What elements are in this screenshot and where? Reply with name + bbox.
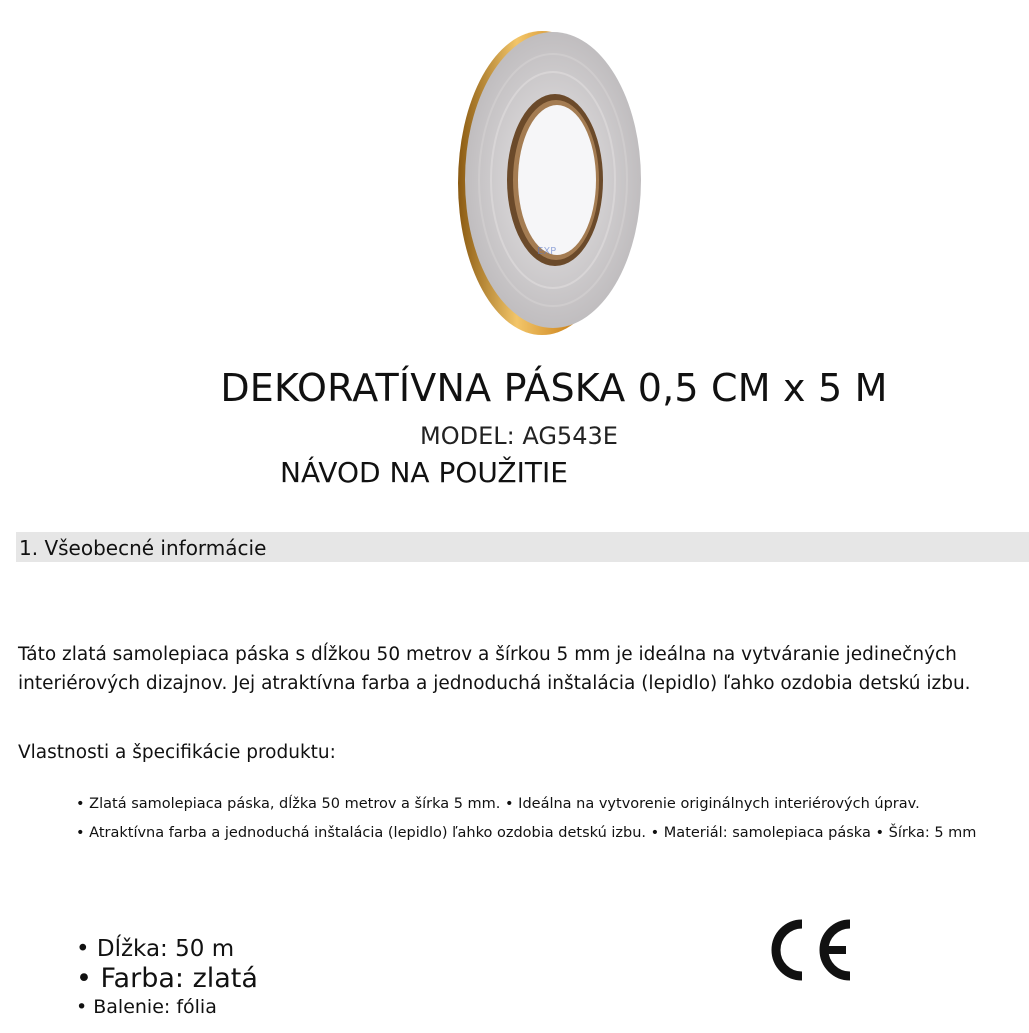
model-number: MODEL: AG543E	[420, 422, 618, 450]
properties-heading: Vlastnosti a špecifikácie produktu:	[18, 742, 336, 763]
intro-paragraph: Táto zlatá samolepiaca páska s dĺžkou 50 metrov a šírkou 5 mm je ideálna na vytváranie jedinečných interiérových dizajnov. Jej atraktívna farba a jednoduchá inštalácia (lepidlo) ľahko ozdobia detskú izbu.	[18, 644, 971, 694]
spec-color: • Farba: zlatá	[76, 963, 258, 994]
list-item: • Atraktívna farba a jednoduchá inštalácia (lepidlo) ľahko ozdobia detskú izbu. • Materiál: samolepiaca páska • Šírka: 5 mm	[76, 825, 977, 841]
product-title: DEKORATÍVNA PÁSKA 0,5 CM x 5 M	[220, 366, 888, 410]
ce-mark-icon	[764, 918, 854, 982]
svg-text:EXP: EXP	[537, 246, 557, 257]
specs-list	[76, 934, 258, 1020]
properties-list	[76, 790, 976, 848]
manual-heading: NÁVOD NA POUŽITIE	[280, 456, 568, 489]
gold-tape-roll-icon	[455, 30, 645, 342]
section-header-bar	[16, 532, 1029, 562]
list-item: • Zlatá samolepiaca páska, dĺžka 50 metrov a šírka 5 mm. • Ideálna na vytvorenie originálnych interiérových úprav.	[76, 796, 920, 812]
spec-packaging: • Balenie: fólia	[76, 996, 217, 1018]
section-title: 1. Všeobecné informácie	[19, 536, 267, 560]
spec-length: • Dĺžka: 50 m	[76, 936, 235, 962]
